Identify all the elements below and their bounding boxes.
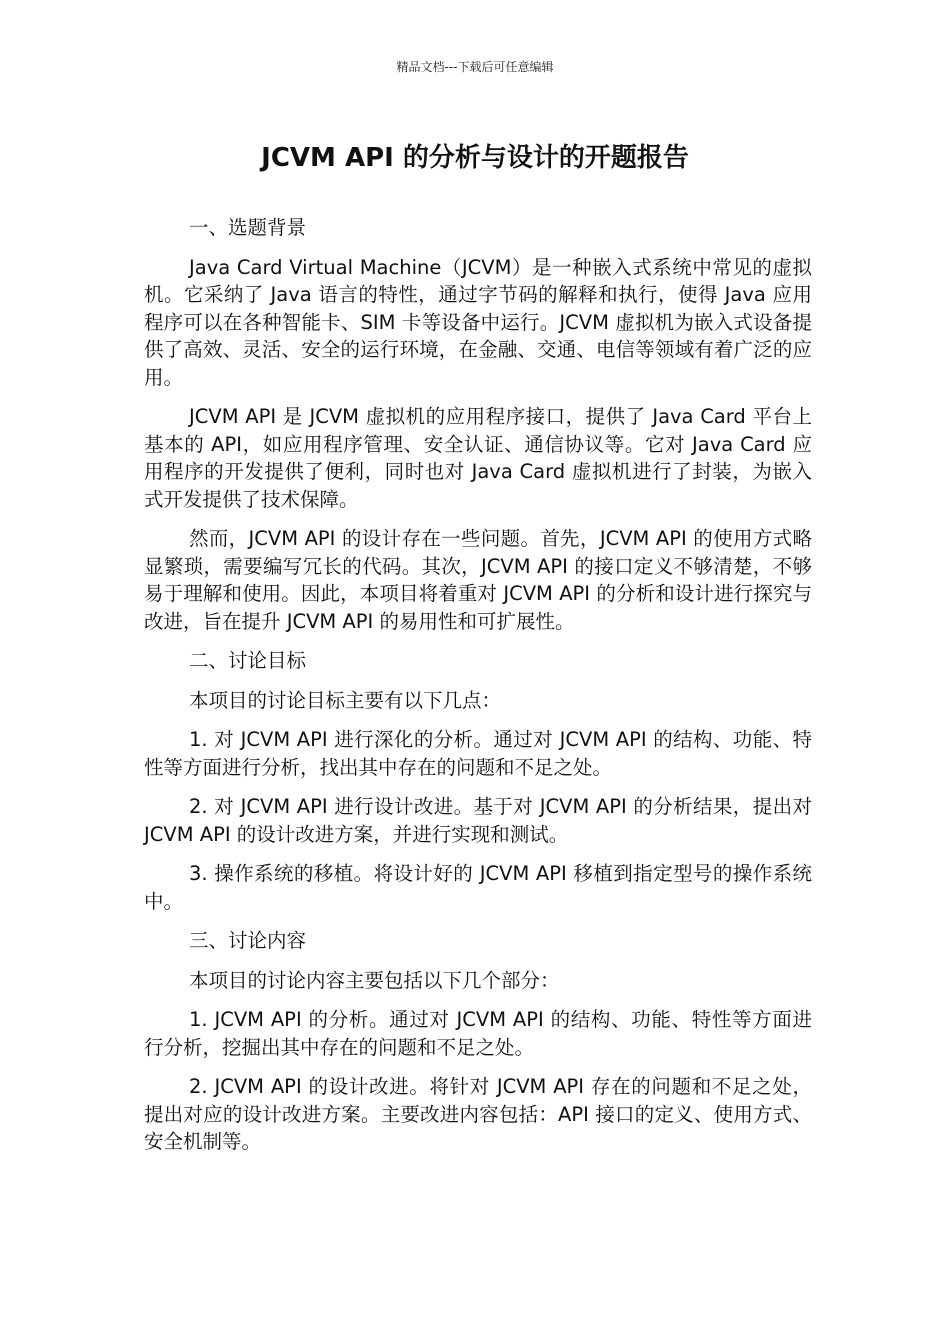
list-item-goal-2: 2. 对 JCVM API 进行设计改进。基于对 JCVM API 的分析结果，提出对 JCVM API 的设计改进方案，并进行实现和测试。 xyxy=(144,795,812,846)
paragraph-jcvm-api-problems: 然而，JCVM API 的设计存在一些问题。首先，JCVM API 的使用方式略显繁琐，需要编写冗长的代码。其次，JCVM API 的接口定义不够清楚，不够易于理解和使用。因此，本项目将着重对 JCVM API 的分析和设计进行探究与改进，旨在提升 JCVM API 的易用性和可扩展性。 xyxy=(144,527,812,633)
list-item-goal-3: 3. 操作系统的移植。将设计好的 JCVM API 移植到指定型号的操作系统中。 xyxy=(144,862,812,913)
page-header: 精品文档---下载后可任意编辑 xyxy=(396,60,554,74)
list-item-content-1: 1. JCVM API 的分析。通过对 JCVM API 的结构、功能、特性等方面进行分析，挖掘出其中存在的问题和不足之处。 xyxy=(144,1008,812,1059)
paragraph-jcvm-intro: Java Card Virtual Machine（JCVM）是一种嵌入式系统中常见的虚拟机。它采纳了 Java 语言的特性，通过字节码的解释和执行，使得 Java 应用程序可以在各种智能卡、SIM 卡等设备中运行。JCVM 虚拟机为嵌入式设备提供了高效、灵活、安全的运行环境，在金融、交通、电信等领域有着广泛的应用。 xyxy=(144,255,812,389)
list-item-goal-1: 1. 对 JCVM API 进行深化的分析。通过对 JCVM API 的结构、功能、特性等方面进行分析，找出其中存在的问题和不足之处。 xyxy=(144,728,812,779)
paragraph-goals-intro: 本项目的讨论目标主要有以下几点： xyxy=(189,688,502,712)
section-heading-content: 三、讨论内容 xyxy=(189,929,307,952)
document-body xyxy=(144,214,812,1168)
section-heading-goals: 二、讨论目标 xyxy=(189,649,307,672)
section-heading-background: 一、选题背景 xyxy=(189,216,307,239)
paragraph-content-intro: 本项目的讨论内容主要包括以下几个部分： xyxy=(189,968,560,992)
list-item-content-2: 2. JCVM API 的设计改进。将针对 JCVM API 存在的问题和不足之处，提出对应的设计改进方案。主要改进内容包括：API 接口的定义、使用方式、安全机制等。 xyxy=(144,1075,812,1153)
paragraph-jcvm-api-intro: JCVM API 是 JCVM 虚拟机的应用程序接口，提供了 Java Card 平台上基本的 API，如应用程序管理、安全认证、通信协议等。它对 Java Card 应用程序的开发提供了便利，同时也对 Java Card 虚拟机进行了封装，为嵌入式开发提供了技术保障。 xyxy=(144,405,812,511)
document-title: JCVM API 的分析与设计的开题报告 xyxy=(261,143,689,173)
